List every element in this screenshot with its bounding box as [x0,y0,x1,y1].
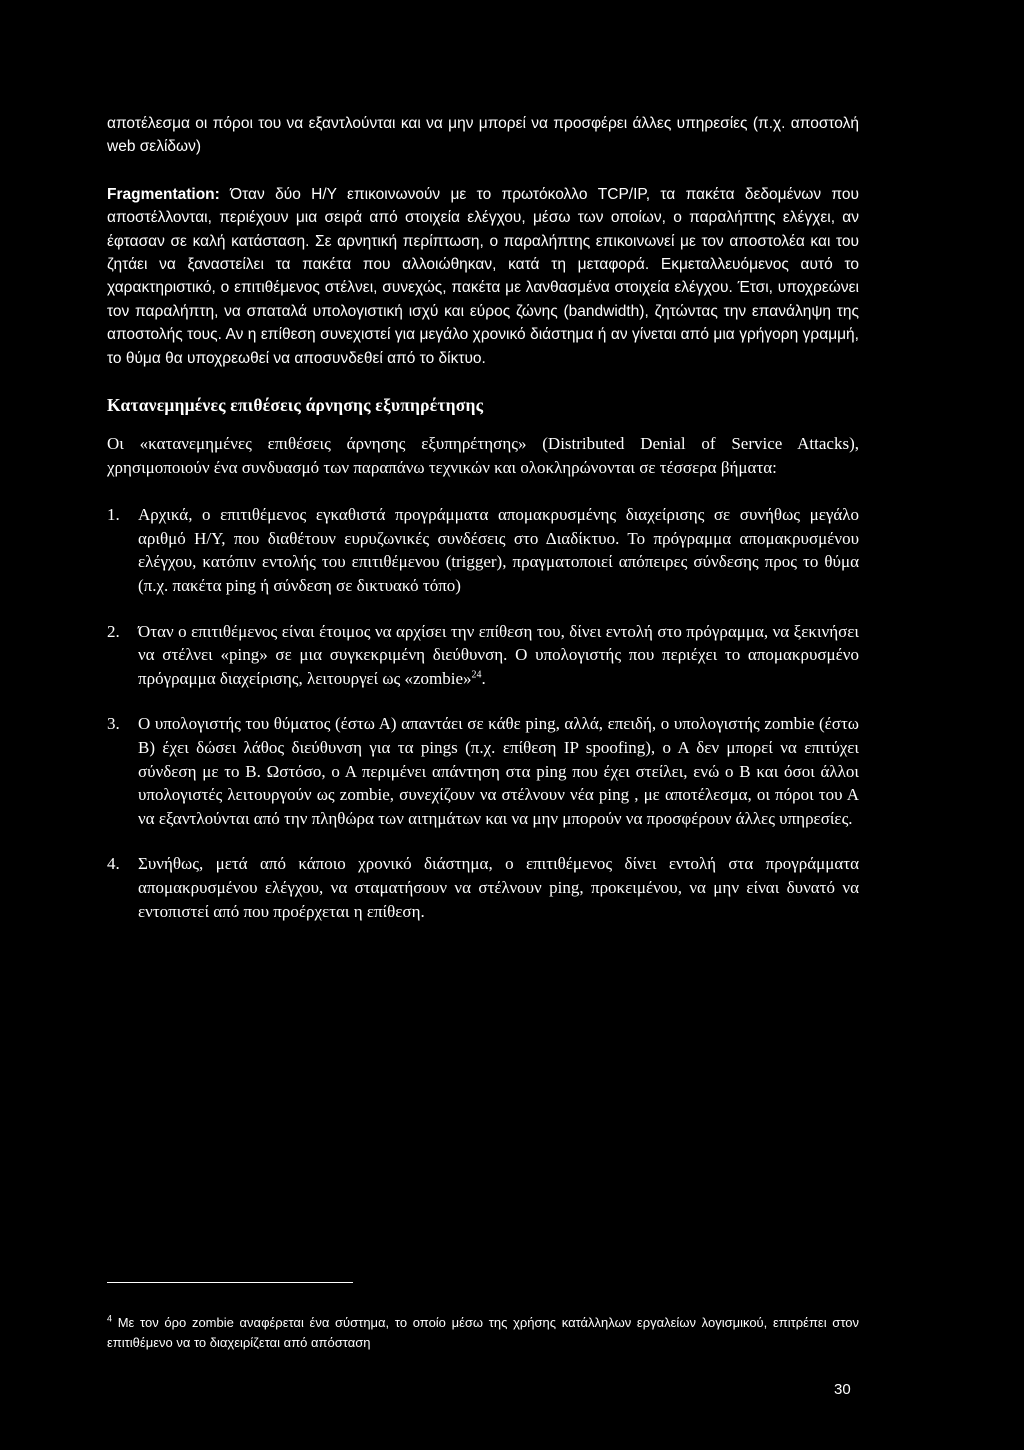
footnote-text: Με τον όρο zombie αναφέρεται ένα σύστημα, το οποίο μέσω της χρήσης κατάλληλων εργαλείων λογισμικού, επιτρέπει στον επιτιθέμενο να το διαχειρίζεται από απόσταση [107,1315,859,1350]
page-number: 30 [834,1381,851,1398]
section-heading: Κατανεμημένες επιθέσεις άρνησης εξυπηρέτησης [107,395,484,416]
footnote-reference[interactable]: 24 [471,669,482,681]
fragmentation-text: Όταν δύο Η/Υ επικοινωνούν με το πρωτόκολλο TCP/IP, τα πακέτα δεδομένων που αποστέλλονται, περιέχουν μια σειρά από στοιχεία ελέγχου, μέσω των οποίων, ο παραλήπτης ελέγχει, αν έφτασαν σε καλή κατάσταση. Σε αρνητική περίπτωση, ο παραλήπτης επικοινωνεί με τον αποστολέα και του ζητάει να ξαναστείλει τα πακέτα που αλλοιώθηκαν, κατά τη μεταφορά. Εκμεταλλευόμενος αυτό το χαρακτηριστικό, ο επιτιθέμενος στέλνει, συνεχώς, πακέτα με λανθασμένα στοιχεία ελέγχου. Έτσι, υποχρεώνει τον παραλήπτη, να σπαταλά υπολογιστική ισχύ και εύρος ζώνης (bandwidth), ζητώντας την επανάληψη της αποστολής τους. Αν η επίθεση συνεχιστεί για μεγάλο χρονικό διάστημα ή αν γίνεται από μια γρήγορη γραμμή, το θύμα θα υποχρεωθεί να αποσυνδεθεί από το δίκτυο. [107,185,859,367]
step-number: 1. [107,505,120,525]
fragmentation-term: Fragmentation: [107,185,220,203]
step-text: Αρχικά, ο επιτιθέμενος εγκαθιστά προγράμματα απομακρυσμένης διαχείρισης σε συνήθως μεγάλο αριθμό Η/Υ, που διαθέτουν ευρυζωνικές συνδέσεις στο Διαδίκτυο. Το πρόγραμμα απομακρυσμένου ελέγχου, κατόπιν εντολής του επιτιθέμενου (trigger), πραγματοποιεί απόπειρες σύνδεσης προς το θύμα (π.χ. πακέτα ping ή σύνδεση σε δικτυακό τόπο) [138,505,859,596]
footnote-divider [107,1282,353,1283]
continued-paragraph: αποτέλεσμα οι πόροι του να εξαντλούνται και να μην μπορεί να προσφέρει άλλες υπηρεσίες (π.χ. αποστολή web σελίδων) [107,115,859,156]
step-text: Ο υπολογιστής του θύματος (έστω Α) απαντάει σε κάθε ping, αλλά, επειδή, ο υπολογιστής zombie (έστω Β) έχει δώσει λάθος διεύθυνση για τα pings (π.χ. επίθεση IP spoofing), ο Α δεν μπορεί να επιτύχει σύνδεση με το Β. Ωστόσο, ο Α περιμένει απάντηση στα ping που έχει στείλει, ενώ ο Β και όσοι άλλοι υπολογιστές λειτουργούν ως zombie, συνεχίζουν να στέλνουν νέα ping , με αποτέλεσμα, οι πόροι του Α να εξαντλούνται από την πληθώρα των αιτημάτων και να μην μπορούν να προσφέρουν άλλες υπηρεσίες. [138,714,859,828]
page-body [107,112,859,923]
step-number: 2. [107,621,120,641]
footnote-mark: 4 [107,1313,113,1324]
step-number: 4. [107,854,120,874]
list-item [107,852,859,923]
list-item [107,620,859,691]
step-text-tail: . [481,668,486,688]
footnote [107,1313,859,1353]
steps-list [107,503,859,923]
list-item [107,503,859,597]
step-text-body: Όταν ο επιτιθέμενος είναι έτοιμος να αρχίσει την επίθεση του, δίνει εντολή στο πρόγραμμα, να ξεκινήσει να στέλνει «ping» σε μια συγκεκριμένη διεύθυνση. Ο υπολογιστής που περιέχει το απομακρυσμένο πρόγραμμα διαχείρισης, λειτουργεί ως «zombie» [138,621,859,688]
fragmentation-paragraph [107,183,859,370]
section-intro: Οι «κατανεμημένες επιθέσεις άρνησης εξυπηρέτησης» (Distributed Denial of Service Attacks), χρησιμοποιούν ένα συνδυασμό των παραπάνω τεχνικών και ολοκληρώνονται σε τέσσερα βήματα: [107,434,859,477]
step-number: 3. [107,714,120,734]
list-item [107,712,859,830]
step-text [138,620,859,691]
step-text: Συνήθως, μετά από κάποιο χρονικό διάστημα, ο επιτιθέμενος δίνει εντολή στα προγράμματα απομακρυσμένου ελέγχου, να σταματήσουν να στέλνουν ping, προκειμένου, να μην είναι δυνατό να εντοπιστεί από που προέρχεται η επίθεση. [138,854,859,921]
